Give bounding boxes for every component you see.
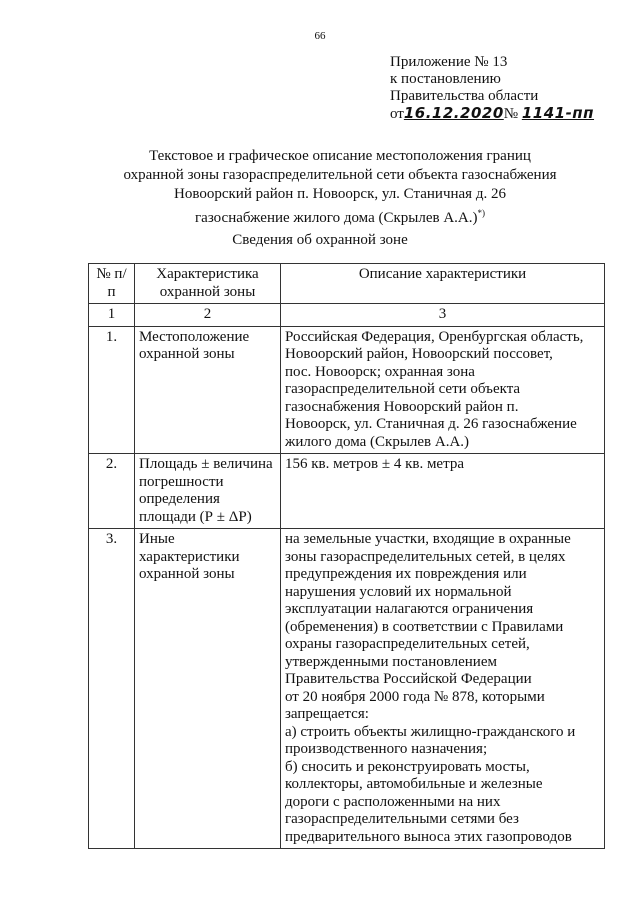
description-line: предварительного выноса этих газопроводов (285, 828, 572, 845)
description-line: Правительства Российской Федерации (285, 671, 532, 687)
appendix-block (390, 54, 630, 123)
number-label: № (503, 106, 519, 122)
table-row (89, 326, 605, 454)
description-line: на земельные участки, входящие в охранные (285, 531, 571, 547)
index-cell-3: 3 (281, 304, 605, 327)
title-line-4 (80, 204, 600, 228)
description-line: запрещается: (285, 706, 369, 722)
description-line: эксплуатации налагаются ограничения (285, 601, 534, 617)
appendix-line-2: к постановлению (390, 71, 501, 87)
header-number: № п/п (89, 264, 135, 304)
row-description (281, 529, 605, 849)
footnote-mark: *) (477, 208, 485, 218)
row-characteristic: Площадь ± величина погрешности определения площади (Р ± ΔР) (135, 454, 281, 529)
description-line: Новоорск, ул. Станичная д. 26 газоснабжение (285, 416, 577, 432)
protection-zone-table (88, 263, 605, 849)
description-line: газоснабжения Новоорский район п. (285, 398, 519, 415)
title-line-4-text: газоснабжение жилого дома (Скрылев А.А.) (195, 210, 478, 226)
row-characteristic: Иные характеристики охранной зоны (135, 529, 281, 849)
handwritten-date: 16.12.2020 (403, 104, 504, 122)
row-description (281, 326, 605, 454)
description-line: газораспределительной сети объекта (285, 381, 521, 397)
index-cell-1: 1 (89, 304, 135, 327)
description-line: б) сносить и реконструировать мосты, (285, 758, 530, 775)
description-line: зоны газораспределительных сетей, в целях (285, 548, 566, 565)
header-description: Описание характеристики (281, 264, 605, 304)
handwritten-number: 1141-пп (521, 104, 595, 122)
from-label: от (390, 106, 404, 122)
description-line: жилого дома (Скрылев А.А.) (285, 433, 470, 450)
appendix-line-3: Правительства области (390, 88, 539, 104)
page-number: 66 (314, 30, 326, 42)
title-line-1: Текстовое и графическое описание местоположения границ (149, 148, 531, 164)
description-line: предупреждения их повреждения или (285, 566, 527, 582)
description-line: (обременения) в соответствии с Правилами (285, 618, 564, 635)
row-number: 2. (89, 454, 135, 529)
section-title: Сведения об охранной зоне (232, 232, 408, 248)
row-characteristic: Местоположение охранной зоны (135, 326, 281, 454)
table-index-row (89, 304, 605, 327)
description-line: производственного назначения; (285, 741, 488, 757)
title-line-3: Новоорский район п. Новоорск, ул. Станичная д. 26 (174, 186, 506, 202)
index-cell-2: 2 (135, 304, 281, 327)
description-line: коллекторы, автомобильные и железные (285, 776, 543, 792)
description-line: пос. Новоорск; охранная зона (285, 363, 475, 380)
description-line: нарушения условий их нормальной (285, 583, 512, 600)
description-line: от 20 ноября 2000 года № 878, которыми (285, 688, 545, 705)
table-header-row (89, 264, 605, 304)
description-line: Российская Федерация, Оренбургская область, (285, 328, 584, 345)
description-line: охраны газораспределительных сетей, (285, 636, 530, 652)
row-number: 3. (89, 529, 135, 849)
table-row (89, 454, 605, 529)
table-row (89, 529, 605, 849)
row-description (281, 454, 605, 529)
description-line: дороги с расположенными на них (285, 793, 501, 810)
description-line: газораспределительными сетями без (285, 811, 519, 827)
row-number: 1. (89, 326, 135, 454)
header-characteristic: Характеристика охранной зоны (135, 264, 281, 304)
description-line: а) строить объекты жилищно-гражданского и (285, 723, 576, 740)
appendix-date-line (390, 105, 630, 123)
description-line: 156 кв. метров ± 4 кв. метра (285, 456, 464, 472)
title-line-2: охранной зоны газораспределительной сети объекта газоснабжения (123, 167, 557, 183)
document-title (80, 147, 600, 228)
description-line: Новоорский район, Новоорский поссовет, (285, 346, 553, 362)
appendix-line-1: Приложение № 13 (390, 54, 508, 70)
description-line: утвержденными постановлением (285, 653, 497, 670)
